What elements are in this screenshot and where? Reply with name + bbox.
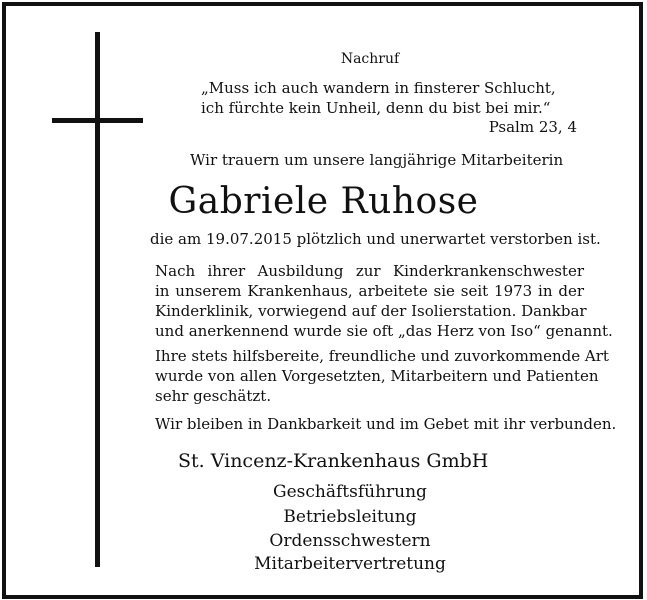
paragraph-career	[155, 261, 613, 341]
paragraph-line: wurde von allen Vorgesetzten, Mitarbeitern und Patienten	[155, 367, 599, 385]
death-statement: die am 19.07.2015 plötzlich und unerwartet verstorben ist.	[150, 230, 601, 248]
paragraph-closing	[155, 414, 617, 434]
signatory: Ordensschwestern	[269, 531, 431, 551]
quote-source: Psalm 23, 4	[488, 118, 577, 136]
paragraph-line: und anerkennend wurde sie oft „das Herz von Iso“ genannt.	[155, 322, 613, 340]
paragraph-line: Nach ihrer Ausbildung zur Kinderkrankenschwester	[155, 262, 584, 280]
signatory: Mitarbeitervertretung	[254, 554, 446, 574]
intro-text: Wir trauern um unsere langjährige Mitarbeiterin	[190, 151, 564, 169]
notice-heading: Nachruf	[340, 51, 400, 67]
quote-line-1: „Muss ich auch wandern in finsterer Schlucht,	[201, 79, 556, 97]
paragraph-line: Ihre stets hilfsbereite, freundliche und zuvorkommende Art	[155, 347, 609, 365]
company-name: St. Vincenz-Krankenhaus GmbH	[178, 450, 489, 472]
cross-icon-crossbar	[52, 118, 143, 123]
deceased-name: Gabriele Ruhose	[168, 181, 479, 222]
cross-icon	[95, 32, 100, 567]
paragraph-appreciation	[155, 346, 609, 406]
quote-line-2: ich fürchte kein Unheil, denn du bist bei mir.“	[201, 99, 551, 117]
paragraph-line: in unserem Krankenhaus, arbeitete sie seit 1973 in der	[155, 282, 584, 300]
signatory: Geschäftsführung	[273, 482, 427, 502]
paragraph-line: sehr geschätzt.	[155, 387, 272, 405]
paragraph-line: Kinderklinik, vorwiegend auf der Isolierstation. Dankbar	[155, 302, 587, 320]
signatory: Betriebsleitung	[283, 507, 417, 527]
paragraph-line: Wir bleiben in Dankbarkeit und im Gebet mit ihr verbunden.	[155, 415, 617, 433]
